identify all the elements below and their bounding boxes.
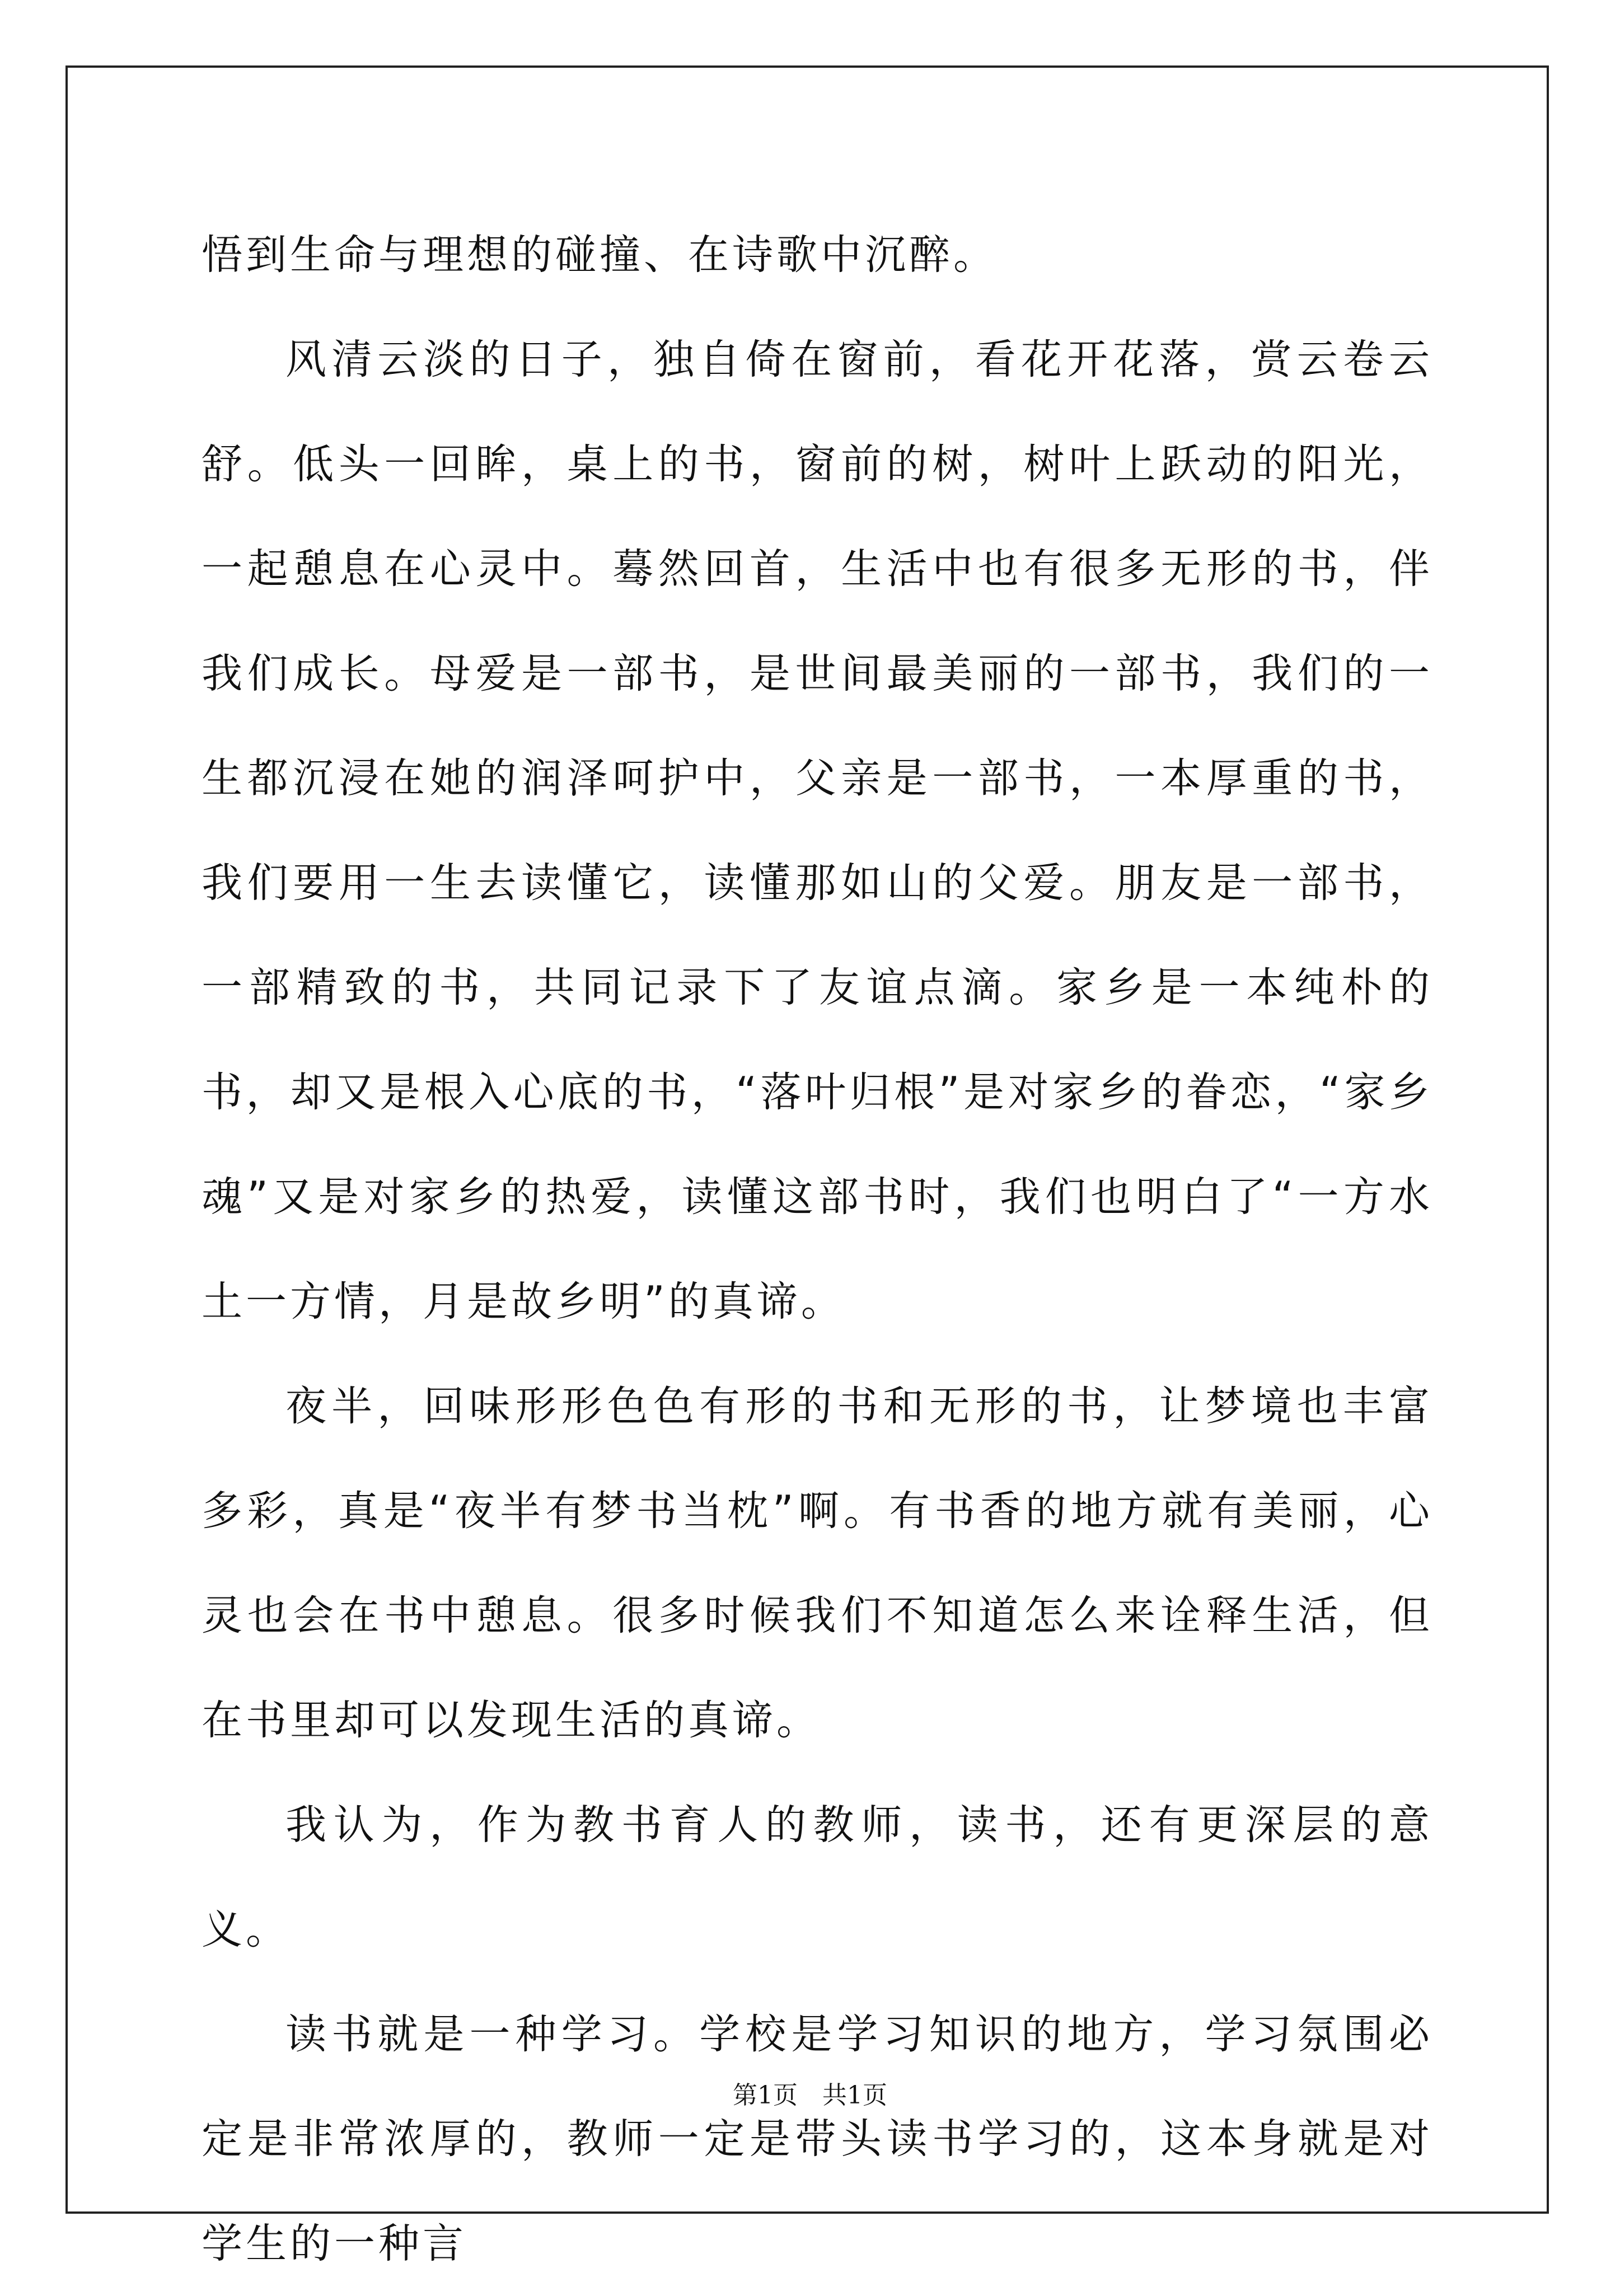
paragraph-4: 我认为，作为教书育人的教师，读书，还有更深层的意义。 [202,1801,1433,1953]
document-body [202,203,1433,2296]
paragraph-3: 夜半，回味形形色色有形的书和无形的书，让梦境也丰富多彩，真是“夜半有梦书当枕”啊。有书香的地方就有美丽，心灵也会在书中憩息。很多时候我们不知道怎么来诠释生活，但在书里却可以发现生活的真谛。 [202,1383,1433,1744]
page-number-footer: 第1页 共1页 [733,2081,887,2110]
paragraph-5: 读书就是一种学习。学校是学习知识的地方，学习氛围必定是非常浓厚的，教师一定是带头读书学习的，这本身就是对学生的一种言 [202,2011,1433,2267]
paragraph-1: 悟到生命与理想的碰撞、在诗歌中沉醉。 [202,231,998,279]
paragraph-2: 风清云淡的日子，独自倚在窗前，看花开花落，赏云卷云舒。低头一回眸，桌上的书，窗前的树，树叶上跃动的阳光，一起憩息在心灵中。蓦然回首，生活中也有很多无形的书，伴我们成长。母爱是一部书，是世间最美丽的一部书，我们的一生都沉浸在她的润泽呵护中，父亲是一部书，一本厚重的书，我们要用一生去读懂它，读懂那如山的父爱。朋友是一部书，一部精致的书，共同记录下了友谊点滴。家乡是一本纯朴的书，却又是根入心底的书，“落叶归根”是对家乡的眷恋，“家乡魂”又是对家乡的热爱，读懂这部书时，我们也明白了“一方水土一方情，月是故乡明”的真谛。 [202,336,1433,1325]
